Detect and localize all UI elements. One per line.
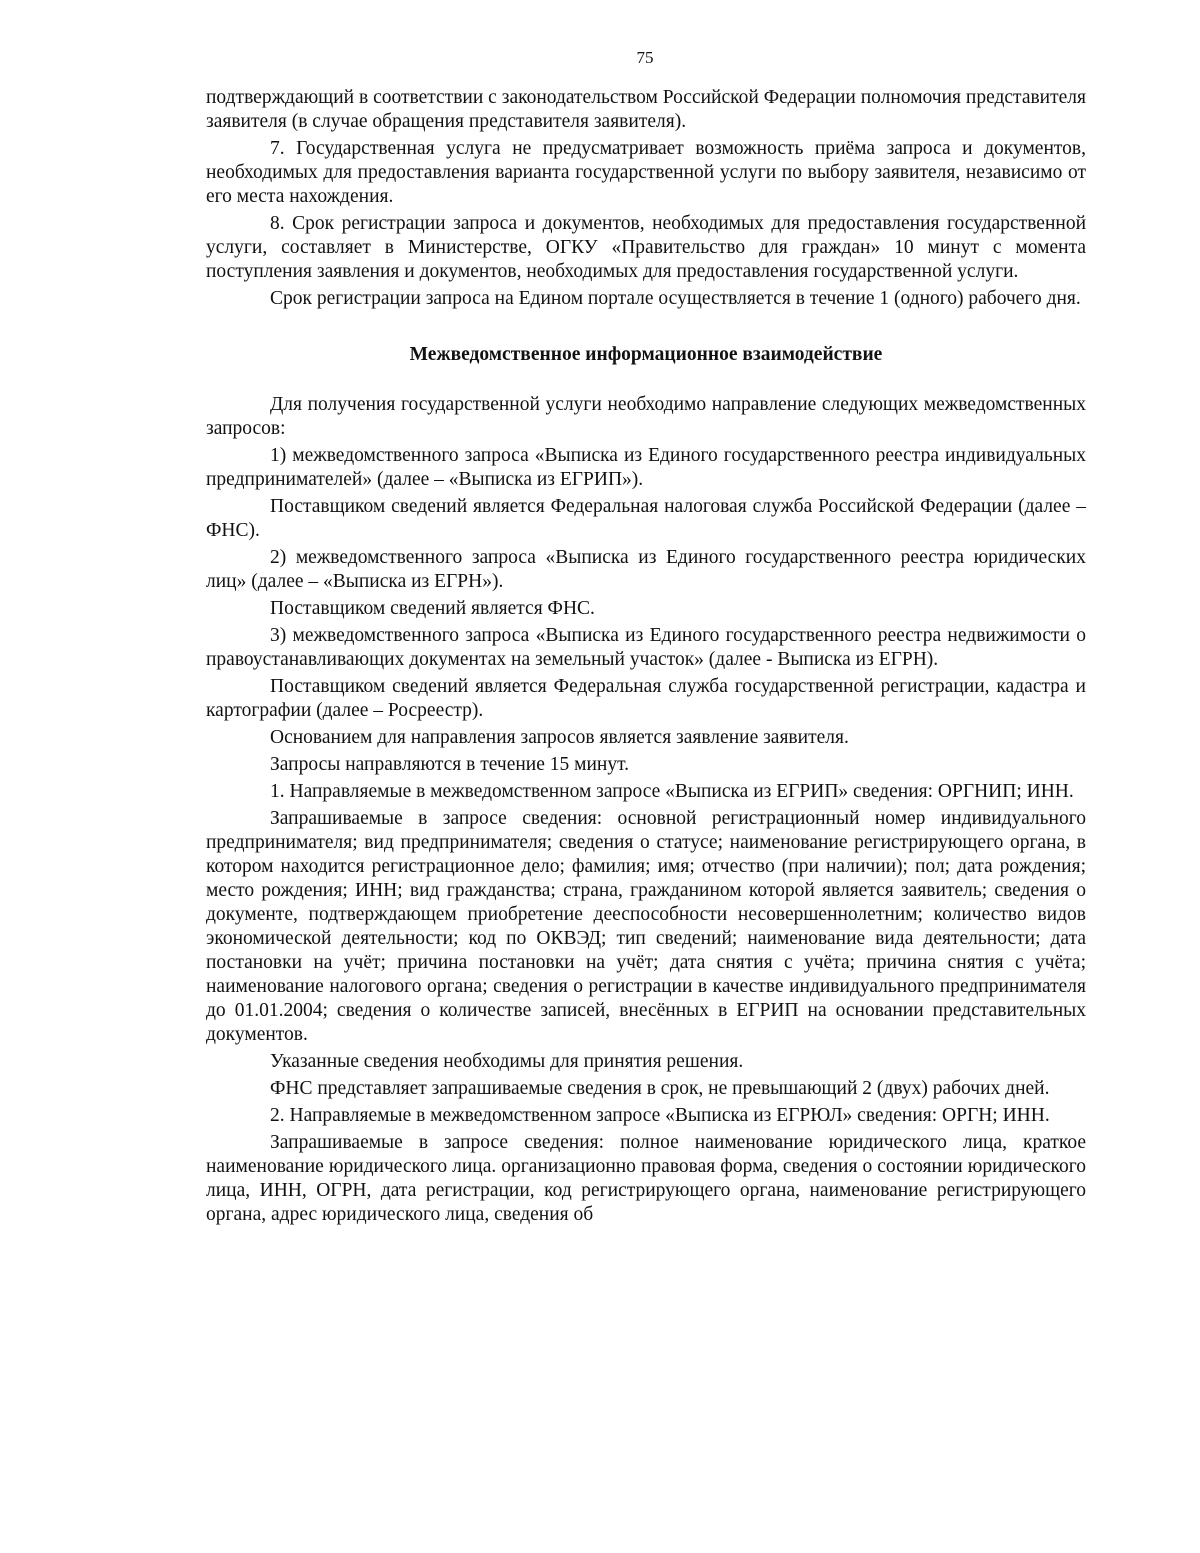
paragraph: Запросы направляются в течение 15 минут. xyxy=(270,754,630,775)
paragraph: 8. Срок регистрации запроса и документов, необходимых для предоставления государственной услуги, составляет в Министерстве, ОГКУ «Правительство для граждан» 10 минут с момента поступления заявления и документов, необходимых для предоставления государственной услуги. xyxy=(206,213,1086,282)
paragraph: Срок регистрации запроса на Едином портале осуществляется в течение 1 (одного) рабочего дня. xyxy=(270,288,1081,309)
paragraph: Основанием для направления запросов является заявление заявителя. xyxy=(270,727,849,748)
paragraph: Поставщиком сведений является Федеральная служба государственной регистрации, кадастра и картографии (далее – Росреестр). xyxy=(206,676,1086,721)
paragraph: ФНС представляет запрашиваемые сведения в срок, не превышающий 2 (двух) рабочих дней. xyxy=(270,1078,1050,1099)
paragraph: 3) межведомственного запроса «Выписка из Единого государственного реестра недвижимости о правоустанавливающих документах на земельный участок» (далее - Выписка из ЕГРН). xyxy=(206,625,1086,670)
paragraph: Для получения государственной услуги необходимо направление следующих межведомственных запросов: xyxy=(206,394,1086,439)
section-heading: Межведомственное информационное взаимодействие xyxy=(409,344,883,365)
paragraph: Поставщиком сведений является Федеральная налоговая служба Российской Федерации (далее – ФНС). xyxy=(206,496,1086,541)
paragraph: 1) межведомственного запроса «Выписка из Единого государственного реестра индивидуальных предпринимателей» (далее – «Выписка из ЕГРИП»). xyxy=(206,445,1086,490)
paragraph: Поставщиком сведений является ФНС. xyxy=(270,598,595,619)
paragraph: 7. Государственная услуга не предусматривает возможность приёма запроса и документов, необходимых для предоставления варианта государственной услуги по выбору заявителя, независимо от его места нахождения. xyxy=(206,138,1086,207)
paragraph: подтверждающий в соответствии с законодательством Российской Федерации полномочия представителя заявителя (в случае обращения представителя заявителя). xyxy=(206,87,1086,132)
paragraph: 2. Направляемые в межведомственном запросе «Выписка из ЕГРЮЛ» сведения: ОРГН; ИНН. xyxy=(270,1105,1050,1126)
paragraph: 2) межведомственного запроса «Выписка из Единого государственного реестра юридических лиц» (далее – «Выписка из ЕГРН»). xyxy=(206,547,1086,592)
paragraph: Запрашиваемые в запросе сведения: полное наименование юридического лица, краткое наименование юридического лица. организационно правовая форма, сведения о состоянии юридического лица, ИНН, ОГРН, дата регистрации, код регистрирующего органа, наименование регистрирующего органа, адрес юридического лица, сведения об xyxy=(206,1132,1086,1225)
paragraph: Указанные сведения необходимы для принятия решения. xyxy=(270,1051,744,1072)
paragraph: 1. Направляемые в межведомственном запросе «Выписка из ЕГРИП» сведения: ОРГНИП; ИНН. xyxy=(270,781,1074,802)
paragraph: Запрашиваемые в запросе сведения: основной регистрационный номер индивидуального предпринимателя; вид предпринимателя; сведения о статусе; наименование регистрирующего органа, в котором находится регистрационное дело; фамилия; имя; отчество (при наличии); пол; дата рождения; место рождения; ИНН; вид гражданства; страна, гражданином которой является заявитель; сведения о документе, подтверждающем приобретение дееспособности несовершеннолетним; количество видов экономической деятельности; код по ОКВЭД; тип сведений; наименование вида деятельности; дата постановки на учёт; причина постановки на учёт; дата снятия с учёта; причина снятия с учёта; наименование налогового органа; сведения о регистрации в качестве индивидуального предпринимателя до 01.01.2004; сведения о количестве записей, внесённых в ЕГРИП на основании представительных документов. xyxy=(206,808,1086,1045)
page-number: 75 xyxy=(636,48,654,67)
